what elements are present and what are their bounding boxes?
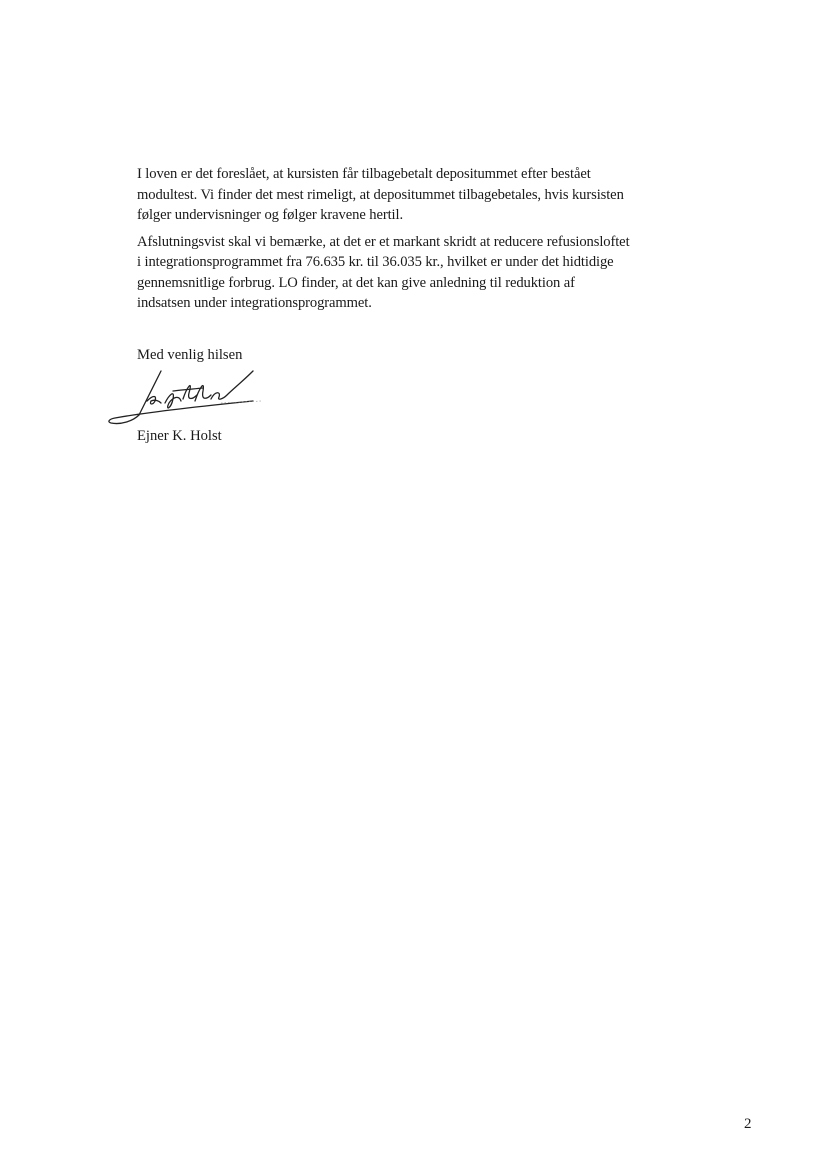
text-line: I loven er det foreslået, at kursisten får tilbagebetalt depositummet efter bestået bbox=[137, 166, 591, 182]
text-line: i integrationsprogrammet fra 76.635 kr. til 36.035 kr., hvilket er under det hidtidige bbox=[137, 254, 614, 270]
signer-name: Ejner K. Holst bbox=[137, 428, 222, 444]
letter-body bbox=[137, 164, 697, 320]
paragraph-deposit bbox=[137, 164, 697, 226]
page-number: 2 bbox=[744, 1116, 752, 1132]
handwritten-signature-icon bbox=[103, 365, 263, 427]
closing-salutation: Med venlig hilsen bbox=[137, 347, 243, 363]
text-line: gennemsnitlige forbrug. LO finder, at det kan give anledning til reduktion af bbox=[137, 274, 575, 291]
text-line: modultest. Vi finder det mest rimeligt, at depositummet tilbagebetales, hvis kursisten bbox=[137, 186, 624, 203]
paragraph-conclusion bbox=[137, 232, 697, 314]
text-line: Afslutningsvist skal vi bemærke, at det er et markant skridt at reducere refusionsloftet bbox=[137, 233, 630, 250]
text-line: indsatsen under integrationsprogrammet. bbox=[137, 295, 372, 311]
text-line: følger undervisninger og følger kravene hertil. bbox=[137, 207, 403, 223]
